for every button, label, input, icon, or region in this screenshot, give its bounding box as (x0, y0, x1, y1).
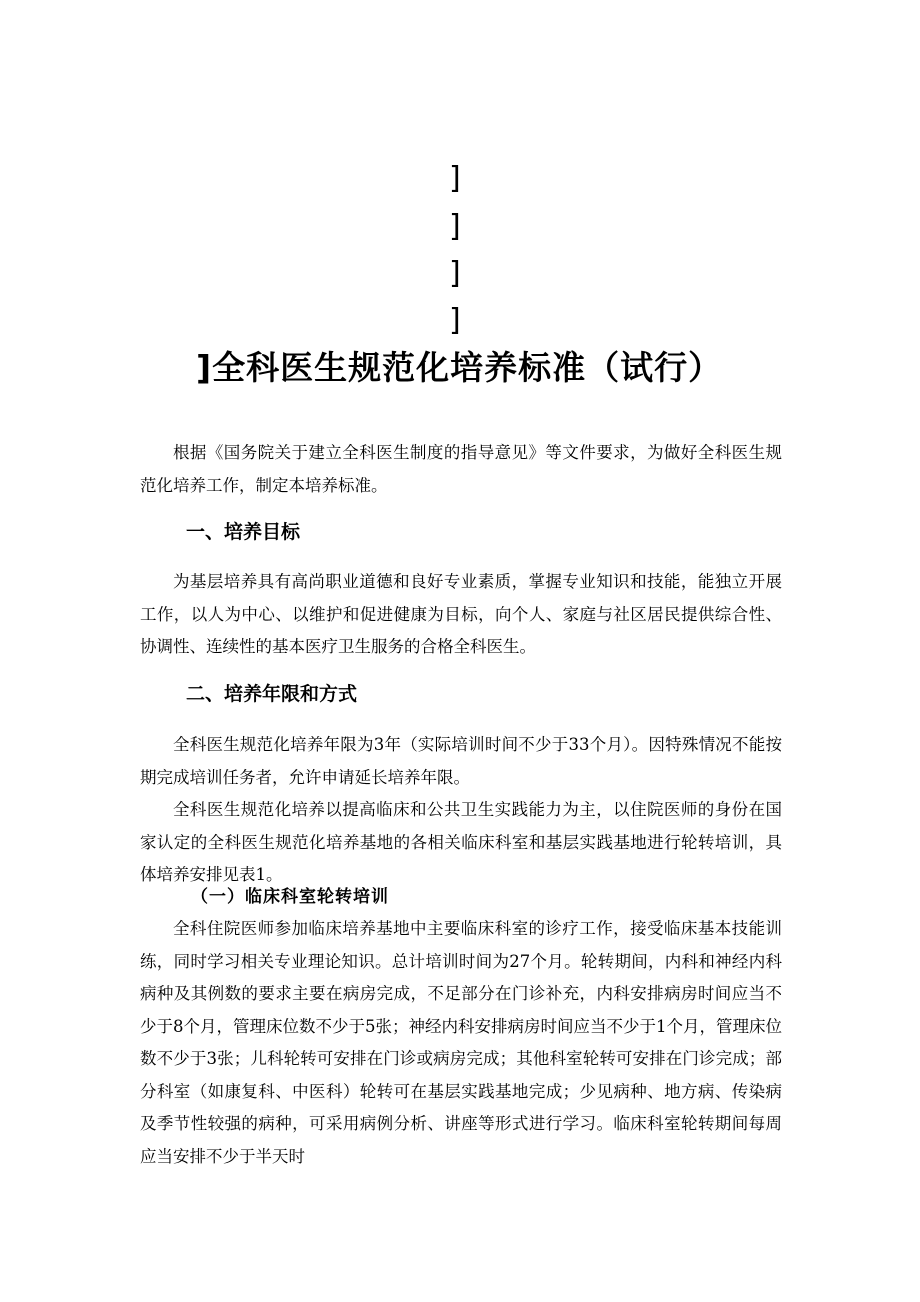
bracket-mark-4: ] (449, 303, 461, 338)
intro-paragraph: 根据《国务院关于建立全科医生制度的指导意见》等文件要求，为做好全科医生规范化培养工作，制定本培养标准。 (140, 443, 782, 495)
duration-paragraph: 全科医生规范化培养年限为3年（实际培训时间不少于33个月）。因特殊情况不能按期完成培训任务者，允许申请延长培养年限。 (140, 735, 782, 787)
section-heading-duration-method: 二、培养年限和方式 (186, 683, 358, 705)
section-heading-training-goal: 一、培养目标 (186, 521, 301, 543)
bracket-mark-3: ] (449, 256, 461, 291)
document-title: ]全科医生规范化培养标准（试行） (196, 348, 723, 387)
bracket-mark-1: ] (449, 161, 461, 196)
subsection-heading-clinical-rotation: （一）临床科室轮转培训 (191, 887, 389, 907)
training-goal-paragraph: 为基层培养具有高尚职业道德和良好专业素质，掌握专业知识和技能，能独立开展工作，以人为中心、以维护和促进健康为目标，向个人、家庭与社区居民提供综合性、协调性、连续性的基本医疗卫生服务的合格全科医生。 (140, 572, 782, 656)
bracket-mark-2: ] (449, 209, 461, 244)
clinical-rotation-paragraph: 全科住院医师参加临床培养基地中主要临床科室的诊疗工作，接受临床基本技能训练，同时学习相关专业理论知识。总计培训时间为27个月。轮转期间，内科和神经内科病种及其例数的要求主要在病房完成，不足部分在门诊补充，内科安排病房时间应当不少于8个月，管理床位数不少于5张；神经内科安排病房时间应当不少于1个月，管理床位数不少于3张；儿科轮转可安排在门诊或病房完成；其他科室轮转可安排在门诊完成；部分科室（如康复科、中医科）轮转可在基层实践基地完成；少见病种、地方病、传染病及季节性较强的病种，可采用病例分析、讲座等形式进行学习。临床科室轮转期间每周应当安排不少于半天时 (140, 919, 782, 1166)
method-paragraph: 全科医生规范化培养以提高临床和公共卫生实践能力为主，以住院医师的身份在国家认定的全科医生规范化培养基地的各相关临床科室和基层实践基地进行轮转培训，具体培养安排见表1。 (140, 800, 782, 884)
